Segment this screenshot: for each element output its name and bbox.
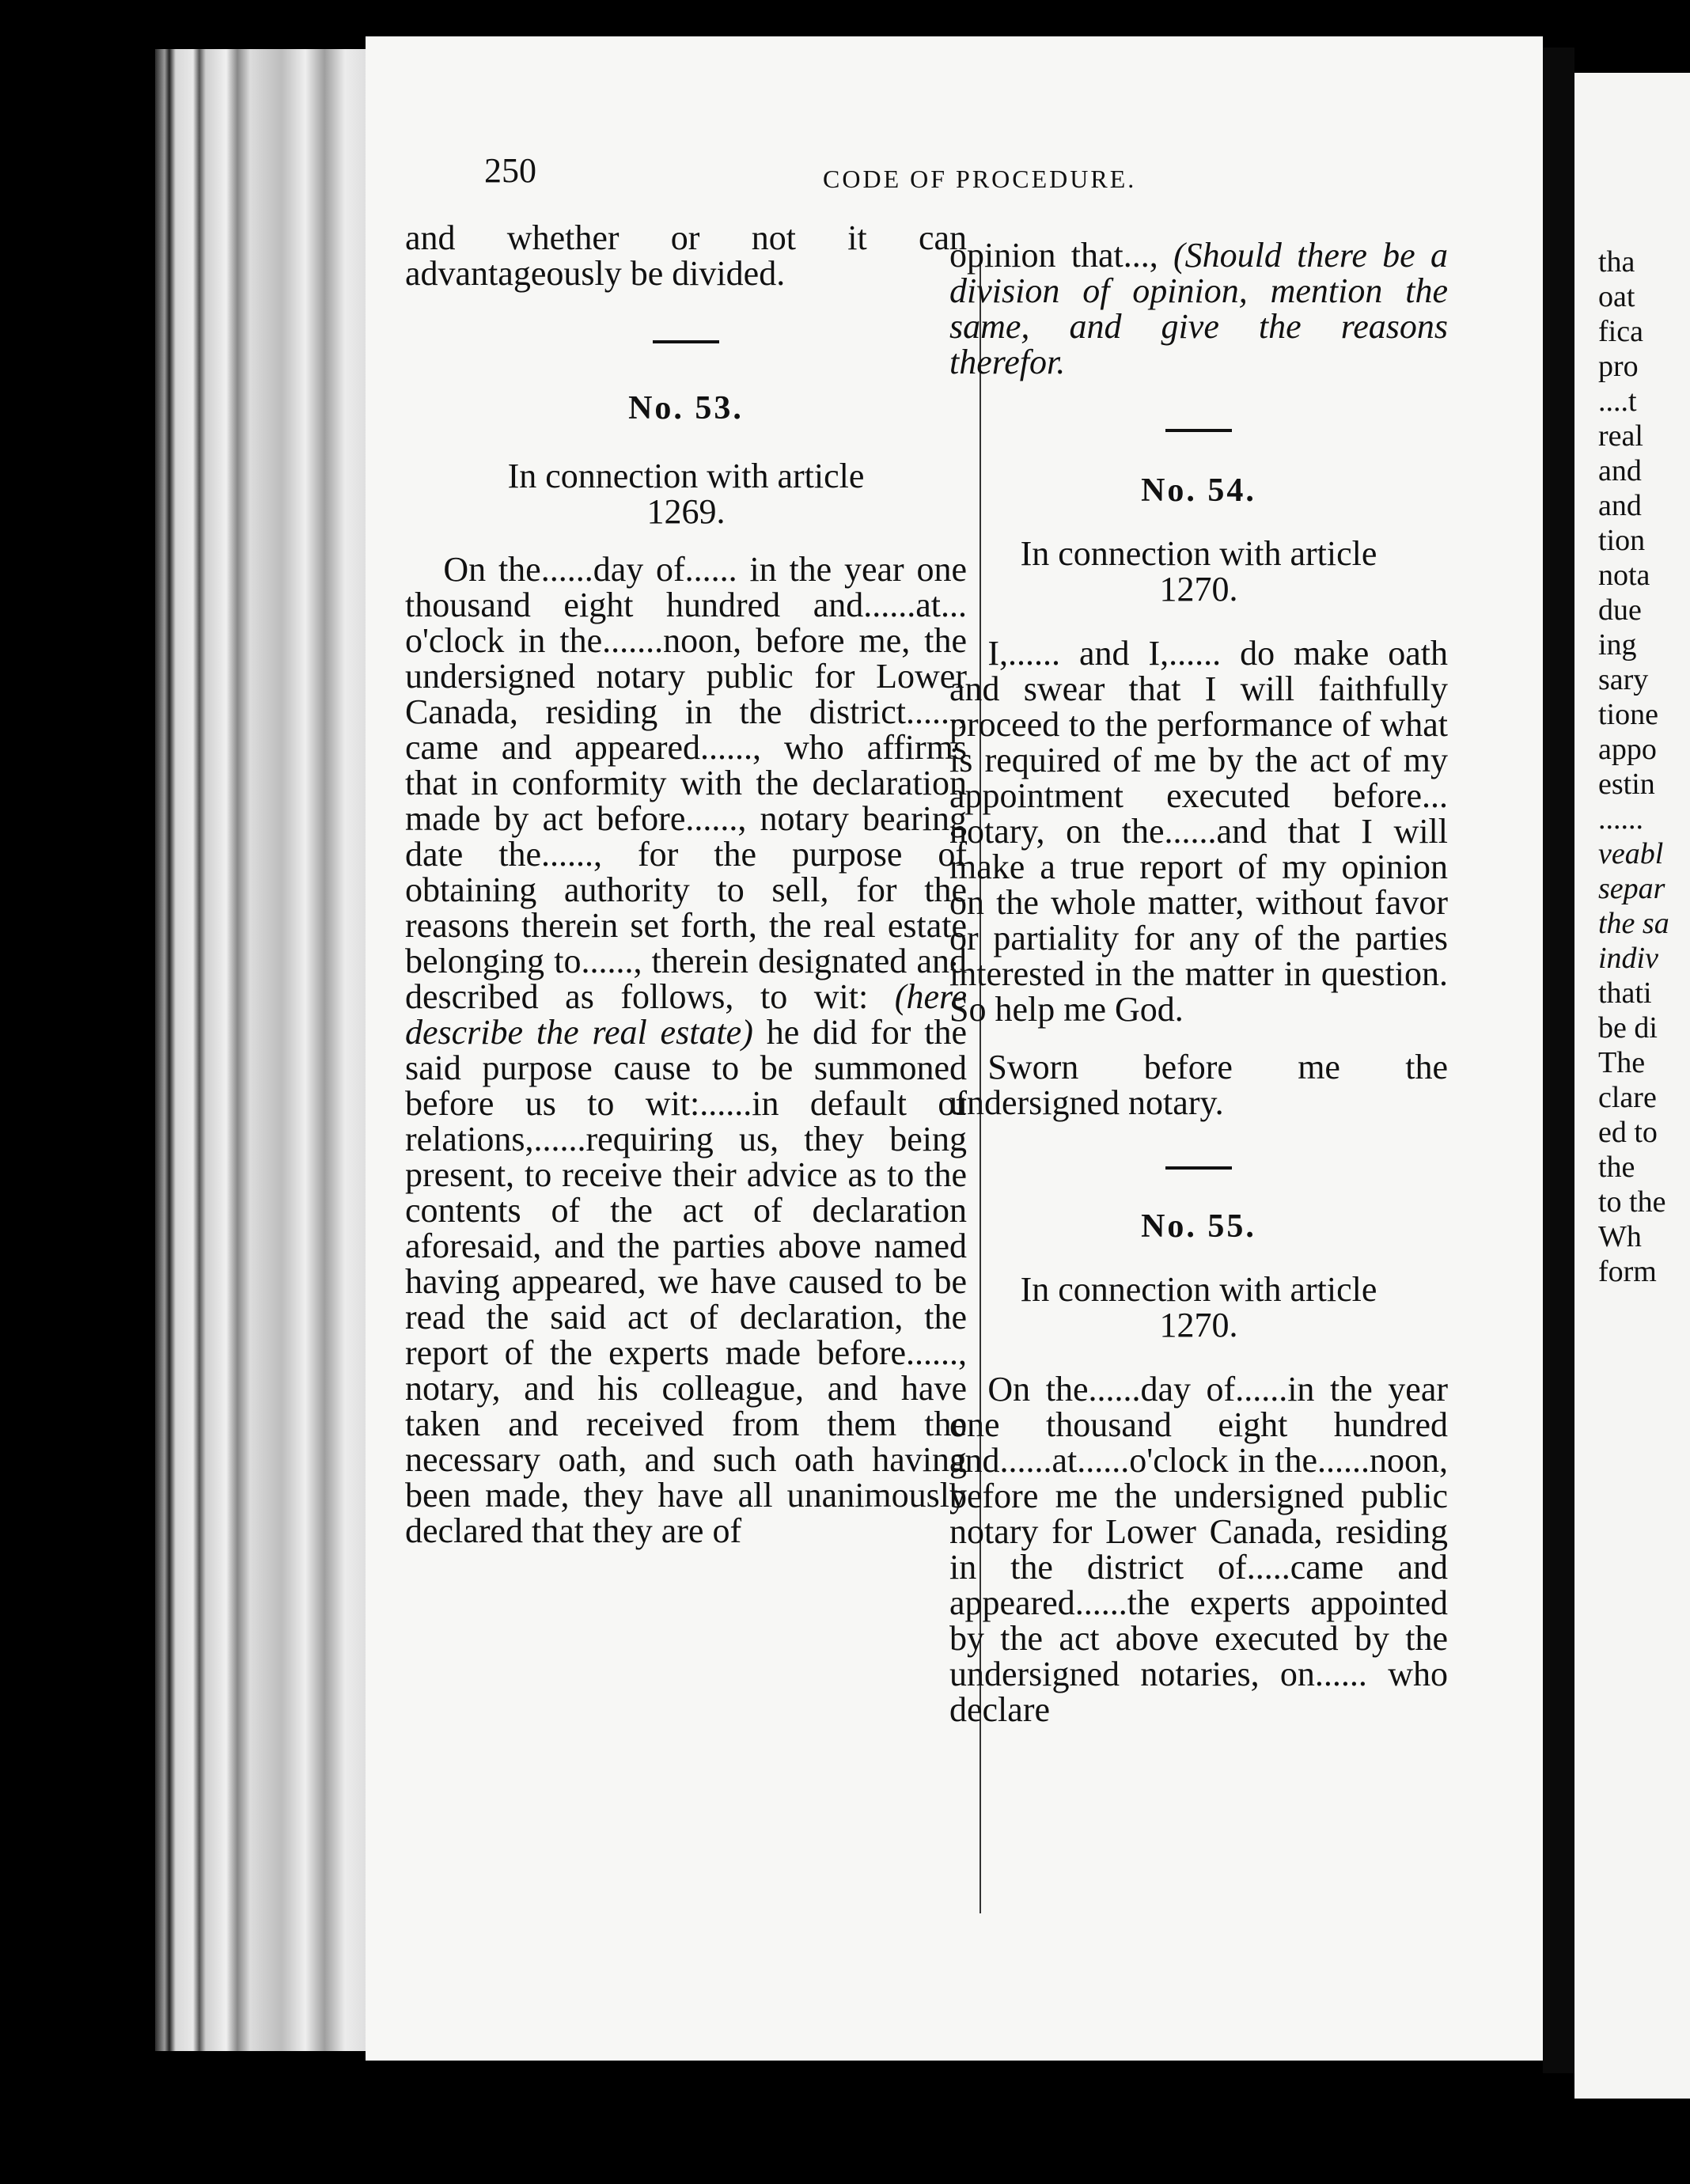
facing-page-line: tha bbox=[1598, 245, 1635, 279]
left-column bbox=[405, 220, 967, 1549]
facing-page-line: The bbox=[1598, 1046, 1646, 1079]
form-54-reference: In connection with article bbox=[1020, 534, 1377, 573]
facing-page-line: the bbox=[1598, 1151, 1635, 1184]
facing-page-line: oat bbox=[1598, 280, 1635, 313]
facing-page-line: separ bbox=[1598, 872, 1665, 905]
page-gutter bbox=[1543, 47, 1574, 2073]
form-53-continuation bbox=[949, 237, 1448, 380]
facing-page-line: pro bbox=[1598, 350, 1639, 383]
form-53-body bbox=[405, 552, 967, 1549]
facing-page bbox=[1574, 73, 1690, 2099]
continuation-italic: (Should there be a division of opinion, mention the same, and give the reasons therefor. bbox=[949, 236, 1448, 381]
book-edge bbox=[155, 49, 369, 2051]
facing-page-line: ed to bbox=[1598, 1116, 1658, 1149]
facing-page-line: clare bbox=[1598, 1081, 1657, 1114]
facing-page-line: due bbox=[1598, 593, 1642, 627]
facing-page-line: ...... bbox=[1598, 802, 1643, 836]
right-column bbox=[949, 237, 1448, 1727]
running-head: CODE OF PROCEDURE. bbox=[823, 165, 1137, 193]
intro-text: and whether or not it can advantageously be divided. bbox=[405, 218, 967, 293]
form-55-reference: In connection with article bbox=[1020, 1270, 1377, 1309]
facing-page-line: tion bbox=[1598, 524, 1646, 557]
form-55-body: On the......day of......in the year one thousand eight hundred and......at......o'clock in the......noon, before me the undersigned public notary for Lower Canada, residing in the district of.....came and appeared......the experts appointed by the act above executed by the undersigned notaries, on...... who declare bbox=[949, 1370, 1448, 1729]
form-53-reference: In connection with article bbox=[507, 457, 865, 495]
facing-page-line: thati bbox=[1598, 976, 1652, 1010]
form-55-article: 1270. bbox=[1159, 1306, 1238, 1344]
facing-page-line: sary bbox=[1598, 663, 1649, 696]
form-53-body-end: he did for the said purpose cause to be summoned before us to wit:......in default of relations,......requiring us, they being present, to receive their advice as to the contents of the act of declaration aforesaid, and the parties above named having appeared, we have caused to be read the said act of declaration, the report of the experts made before......, notary, and his colleague, and have taken and received from them the necessary oath, and such oath having been made, they have all unanimously declared that they are of bbox=[405, 1013, 968, 1550]
facing-page-line: real bbox=[1598, 419, 1643, 453]
facing-page-line: nota bbox=[1598, 559, 1650, 592]
facing-page-line: tione bbox=[1598, 698, 1658, 731]
facing-page-line: and bbox=[1598, 454, 1642, 487]
facing-page-line: and bbox=[1598, 489, 1642, 522]
form-53-body-start: On the......day of...... in the year one thousand eight hundred and......at... o'clock in the.......noon, before me, the undersigned notary public for Lower Canada, residing in the district......, came and appeared......, who affirms that in conformity with the declaration made by act before......, notary bearing date the......, for the purpose of obtaining authority to sell, for the reasons therein set forth, the real estate belonging to......, therein designated and described as follows, to wit: bbox=[405, 550, 967, 1016]
facing-page-line: be di bbox=[1598, 1011, 1658, 1045]
continuation-text: opinion that..., bbox=[949, 236, 1158, 275]
facing-page-line: veabl bbox=[1598, 837, 1664, 870]
form-53-article: 1269. bbox=[646, 492, 726, 531]
form-54-jurat: Sworn before me the undersigned notary. bbox=[949, 1048, 1448, 1122]
facing-page-line: the sa bbox=[1598, 907, 1669, 940]
form-54-body: I,...... and I,...... do make oath and swear that I will faithfully proceed to the performance of what is required of me by the act of my appointment executed before... notary, on the......and that I will make a true report of my opinion on the whole matter, without favor or partiality for any of the parties interested in the matter in question. So help me God. bbox=[949, 634, 1448, 1029]
form-53-body-italic: (here describe the real estate) bbox=[405, 977, 967, 1052]
facing-page-line: fica bbox=[1598, 315, 1643, 348]
facing-page-line: to the bbox=[1598, 1185, 1666, 1219]
facing-page-line: Wh bbox=[1598, 1220, 1642, 1253]
form-54-article: 1270. bbox=[1159, 570, 1238, 609]
facing-page-line: estin bbox=[1598, 768, 1655, 801]
page-number: 250 bbox=[484, 151, 536, 190]
facing-page-line: ing bbox=[1598, 628, 1637, 662]
form-53-heading: No. 53. bbox=[628, 390, 744, 427]
facing-page-line: form bbox=[1598, 1255, 1657, 1288]
facing-page-line: appo bbox=[1598, 733, 1657, 766]
form-54-heading: No. 54. bbox=[1141, 472, 1256, 509]
form-55-heading: No. 55. bbox=[1141, 1208, 1256, 1245]
facing-page-line: ....t bbox=[1598, 385, 1637, 418]
facing-page-line: indiv bbox=[1598, 942, 1658, 975]
